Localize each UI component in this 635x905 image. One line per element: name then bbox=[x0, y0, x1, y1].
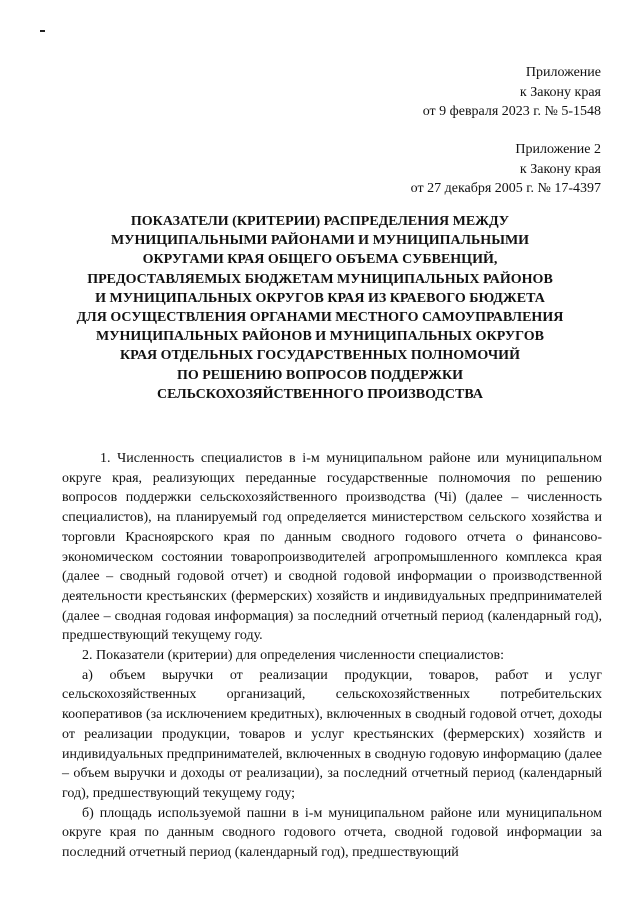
title-line: КРАЯ ОТДЕЛЬНЫХ ГОСУДАРСТВЕННЫХ ПОЛНОМОЧИЙ bbox=[120, 348, 520, 364]
paragraph-1: 1. Численность специалистов в i-м муниципальном районе или муниципальном округе края, реализующих переданные государственные полномочия по решению вопросов поддержки сельскохозяйственного производства (Чi) (далее – численность специалистов), на планируемый год определяется министерством сельского хозяйства и торговли Красноярского края по данным сводного годового отчета о финансово-экономическом состоянии товаропроизводителей агропромышленного комплекса края (далее – сводный годовой отчет) и сводной годовой информации о производственной деятельности крестьянских (фермерских) хозяйств и индивидуальных предпринимателей (далее – сводная годовая информация) за последний отчетный период (календарный год), предшествующий текущему году. bbox=[62, 451, 602, 644]
appendix-line: к Закону края bbox=[519, 84, 601, 100]
appendix2-line: от 27 декабря 2005 г. № 17-4397 bbox=[410, 181, 601, 196]
title-line: И МУНИЦИПАЛЬНЫХ ОКРУГОВ КРАЯ ИЗ КРАЕВОГО БЮДЖЕТА bbox=[95, 290, 545, 306]
title-line: ПОКАЗАТЕЛИ (КРИТЕРИИ) РАСПРЕДЕЛЕНИЯ МЕЖДУ bbox=[130, 214, 510, 229]
appendix-line: Приложение bbox=[525, 65, 601, 80]
title-line: ПРЕДОСТАВЛЯЕМЫХ БЮДЖЕТАМ МУНИЦИПАЛЬНЫХ РАЙОНОВ bbox=[87, 271, 553, 287]
appendix-block bbox=[423, 63, 601, 122]
paragraph-2b: б) площадь используемой пашни в i-м муниципальном районе или муниципальном округе края по данным сводного годового отчета, сводной годовой информации за последний отчетный период (календарный год), предшествующий bbox=[62, 805, 602, 861]
title-line: МУНИЦИПАЛЬНЫХ РАЙОНОВ И МУНИЦИПАЛЬНЫХ ОКРУГОВ bbox=[96, 329, 544, 345]
appendix2-block bbox=[411, 140, 601, 199]
title-line: ОКРУГАМИ КРАЯ ОБЩЕГО ОБЪЕМА СУБВЕНЦИЙ, bbox=[142, 252, 498, 268]
appendix2-line: Приложение 2 bbox=[515, 142, 601, 157]
paragraph-2: 2. Показатели (критерии) для определения численности специалистов: bbox=[82, 648, 505, 664]
title-line: СЕЛЬСКОХОЗЯЙСТВЕННОГО ПРОИЗВОДСТВА bbox=[157, 386, 483, 402]
title-line: ДЛЯ ОСУЩЕСТВЛЕНИЯ ОРГАНАМИ МЕСТНОГО САМОУПРАВЛЕНИЯ bbox=[76, 310, 564, 326]
document-body bbox=[62, 449, 602, 863]
title-line: ПО РЕШЕНИЮ ВОПРОСОВ ПОДДЕРЖКИ bbox=[176, 367, 464, 383]
appendix-line: от 9 февраля 2023 г. № 5-1548 bbox=[422, 104, 601, 119]
scan-mark bbox=[40, 30, 45, 32]
appendix2-line: к Закону края bbox=[519, 161, 601, 177]
document-title bbox=[52, 212, 588, 404]
paragraph-2a: а) объем выручки от реализации продукции, товаров, работ и услуг сельскохозяйственных организаций, сельскохозяйственных потребительских кооперативов (за исключением кредитных), включенных в сводный годовой отчет, доходы от реализации продукции, товаров и услуг крестьянских (фермерских) хозяйств и индивидуальных предпринимателей, включенных в сводную годовую информацию (далее – объем выручки и доходы от реализации), за последний отчетный период (календарный год), предшествующий текущему году; bbox=[62, 667, 602, 801]
title-line: МУНИЦИПАЛЬНЫМИ РАЙОНАМИ И МУНИЦИПАЛЬНЫМИ bbox=[110, 233, 530, 249]
